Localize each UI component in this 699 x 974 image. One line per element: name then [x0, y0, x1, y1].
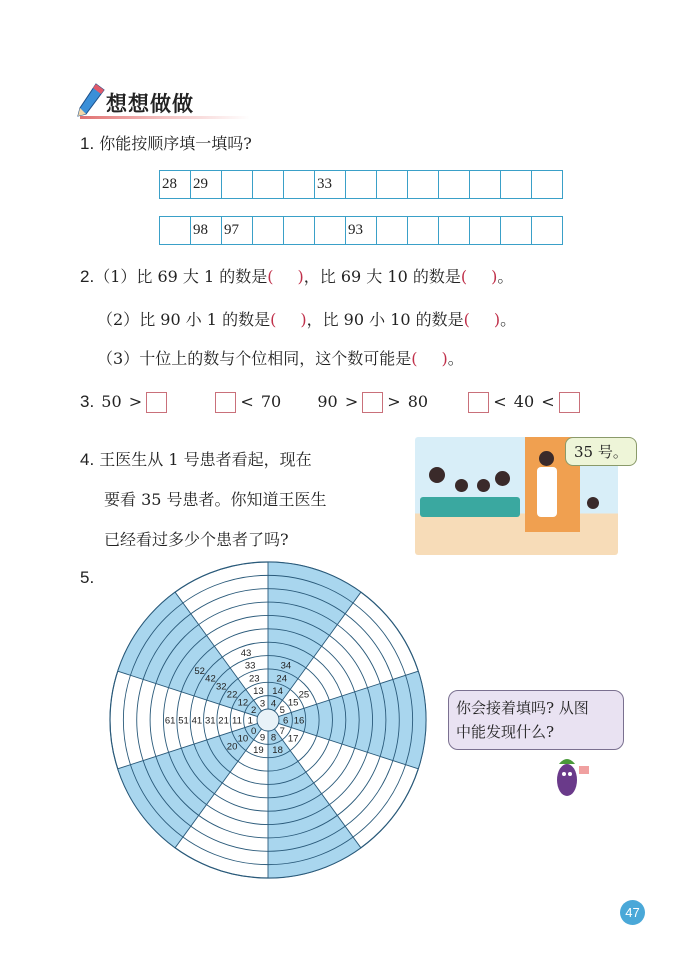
- prompt: ，比 69 大 10 的数是: [303, 267, 461, 286]
- wheel-number: 22: [226, 689, 238, 701]
- wheel-number: 3: [259, 698, 266, 710]
- wheel-number: 33: [244, 660, 256, 672]
- expr-2: < 70: [240, 392, 282, 411]
- wheel-number: 18: [272, 745, 283, 757]
- answer-close: ): [441, 349, 448, 368]
- q1-text: 你能按顺序填一填吗?: [99, 134, 252, 153]
- wheel-number: 10: [237, 733, 249, 745]
- wheel-number: 32: [215, 681, 227, 693]
- wheel-number: 4: [270, 698, 277, 710]
- wheel-number: 19: [253, 745, 264, 757]
- wheel-number: 24: [276, 673, 288, 685]
- expr-1: 50 >: [101, 392, 143, 411]
- wheel-number: 43: [240, 647, 252, 659]
- prompt: ，比 90 小 10 的数是: [306, 310, 464, 329]
- prompt: 十位上的数与个位相同，这个数可能是: [139, 349, 412, 368]
- wheel-number: 42: [205, 673, 216, 685]
- wheel-number: 9: [259, 732, 266, 744]
- eggplant-speech-bubble: [448, 690, 624, 750]
- q4-line: 已经看过多少个患者了吗?: [104, 530, 289, 549]
- prompt: 比 90 小 1 的数是: [139, 310, 271, 329]
- q4-line: 王医生从 1 号患者看起，现在: [99, 450, 312, 469]
- grid-cell: 98: [191, 217, 222, 245]
- wheel-number: 23: [248, 673, 260, 685]
- answer-open[interactable]: (: [463, 310, 470, 329]
- grid-cell: 28: [160, 171, 191, 199]
- nurse-speech-bubble: 35 号。: [565, 437, 637, 466]
- wheel-number: 31: [204, 715, 216, 727]
- part-label: （1）: [94, 267, 137, 286]
- period: 。: [500, 310, 517, 329]
- wheel-number: 5: [279, 705, 285, 717]
- wheel-number: 14: [272, 685, 283, 697]
- eggplant-mascot-icon: [545, 748, 595, 803]
- wheel-number: 12: [237, 697, 249, 709]
- wheel-number: 61: [164, 715, 176, 727]
- grid-cell: 29: [191, 171, 222, 199]
- wheel-number: 13: [253, 685, 264, 697]
- answer-close: ): [491, 267, 498, 286]
- answer-open[interactable]: (: [460, 267, 468, 286]
- wheel-number: 25: [298, 689, 310, 701]
- answer-open[interactable]: (: [270, 310, 277, 329]
- q4-line: 要看 35 号患者。你知道王医生: [104, 490, 327, 509]
- answer-close: ): [297, 267, 304, 286]
- period: 。: [447, 349, 464, 368]
- wheel-number: 52: [194, 665, 205, 677]
- answer-open[interactable]: (: [411, 349, 418, 368]
- prompt: 比 69 大 1 的数是: [136, 267, 268, 286]
- expr-3b: > 80: [387, 392, 429, 411]
- wheel-number: 1: [247, 715, 253, 727]
- q2-number: 2.: [80, 267, 95, 286]
- expr-4: < 40 <: [493, 392, 555, 411]
- period: 。: [497, 267, 514, 286]
- q5-number: 5.: [80, 568, 95, 587]
- wheel-hub: [257, 709, 279, 731]
- wheel-number: 21: [218, 715, 229, 727]
- wheel-number: 2: [251, 705, 257, 717]
- wheel-number: 16: [293, 715, 305, 727]
- wheel-number: 11: [232, 715, 242, 727]
- speech-line: 中能发现什么?: [456, 723, 555, 741]
- wheel-number: 34: [280, 660, 292, 672]
- answer-close: ): [300, 310, 307, 329]
- answer-open[interactable]: (: [267, 267, 274, 286]
- wheel-number: 15: [287, 697, 299, 709]
- page-number: 47: [620, 900, 645, 925]
- part-label: （2）: [97, 310, 140, 329]
- wheel-number: 6: [283, 715, 289, 727]
- part-label: （3）: [97, 349, 140, 368]
- wheel-number: 7: [279, 725, 285, 737]
- q4-number: 4.: [80, 450, 95, 469]
- wheel-number: 17: [287, 733, 299, 745]
- q3-number: 3.: [80, 392, 95, 411]
- q1-number: 1.: [80, 134, 95, 153]
- grid-cell: 97: [222, 217, 253, 245]
- wheel-number: 51: [178, 715, 189, 727]
- speech-line: 你会接着填吗? 从图: [456, 699, 589, 717]
- wheel-number: 8: [270, 732, 277, 744]
- expr-3a: 90 >: [317, 392, 359, 411]
- answer-close: ): [493, 310, 501, 329]
- grid-cell: 93: [346, 217, 377, 245]
- wheel-number: 20: [226, 741, 238, 753]
- wheel-number: 0: [251, 725, 257, 737]
- section-title: 想想做做: [106, 92, 194, 116]
- wheel-number: 41: [191, 715, 203, 727]
- grid-cell: 33: [315, 171, 346, 199]
